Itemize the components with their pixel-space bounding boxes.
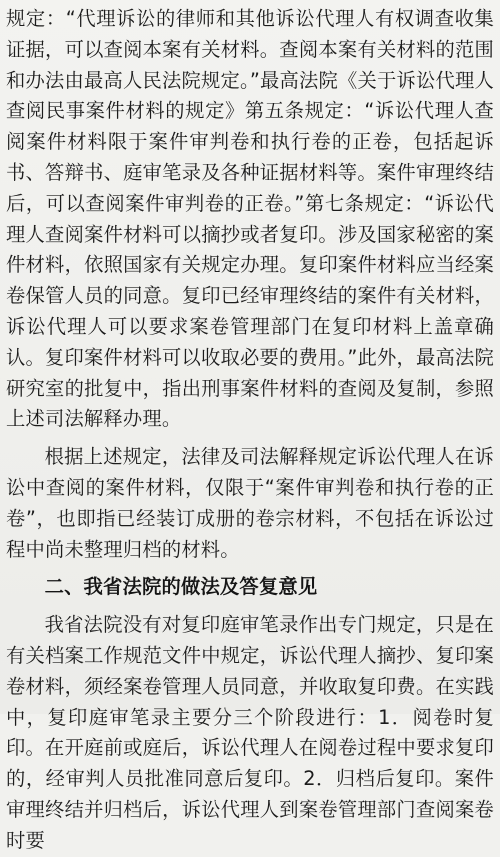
paragraph-conclusion: 根据上述规定，法律及司法解释规定诉讼代理人在诉讼中查阅的案件材料，仅限于“案件审判卷和执行卷的正卷”，也即指已经装订成册的卷宗材料，不包括在诉讼过程中尚未整理归档的材料。 bbox=[6, 445, 494, 561]
paragraph-province-practice: 我省法院没有对复印庭审笔录作出专门规定，只是在有关档案工作规范文件中规定，诉讼代理人摘抄、复印案卷材料，须经案卷管理人员同意，并收取复印费。在实践中，复印庭审笔录主要分三个阶段进行：1．阅卷时复印。在开庭前或庭后，诉讼代理人在阅卷过程中要求复印的，经审判人员批准同意后复印。2．归档后复印。案件审理终结并归档后，诉讼代理人到案卷管理部门查阅案卷时要 bbox=[6, 613, 494, 852]
paragraph-gap bbox=[6, 603, 494, 610]
paragraph-gap bbox=[6, 565, 494, 572]
section-heading: 二、我省法院的做法及答复意见 bbox=[44, 575, 318, 599]
document-body bbox=[6, 4, 494, 857]
paragraph-regulations-quote: 规定：“代理诉讼的律师和其他诉讼代理人有权调查收集证据，可以查阅本案有关材料。查阅本案有关材料的范围和办法由最高人民法院规定。”最高法院《关于诉讼代理人查阅民事案件材料的规定》第五条规定：“诉讼代理人查阅案件材料限于案件审判卷和执行卷的正卷，包括起诉书、答辩书、庭审笔录及各种证据材料等。案件审理终结后，可以查阅案件审判卷的正卷。”第七条规定：“诉讼代理人查阅案件材料可以摘抄或者复印。涉及国家秘密的案件材料，依照国家有关规定办理。复印案件材料应当经案卷保管人员的同意。复印已经审理终结的案件有关材料，诉讼代理人可以要求案卷管理部门在复印材料上盖章确认。复印案件材料可以收取必要的费用。”此外，最高法院研究室的批复中，指出刑事案件材料的查阅及复制，参照上述司法解释办理。 bbox=[6, 7, 494, 431]
paragraph-gap bbox=[6, 435, 494, 442]
